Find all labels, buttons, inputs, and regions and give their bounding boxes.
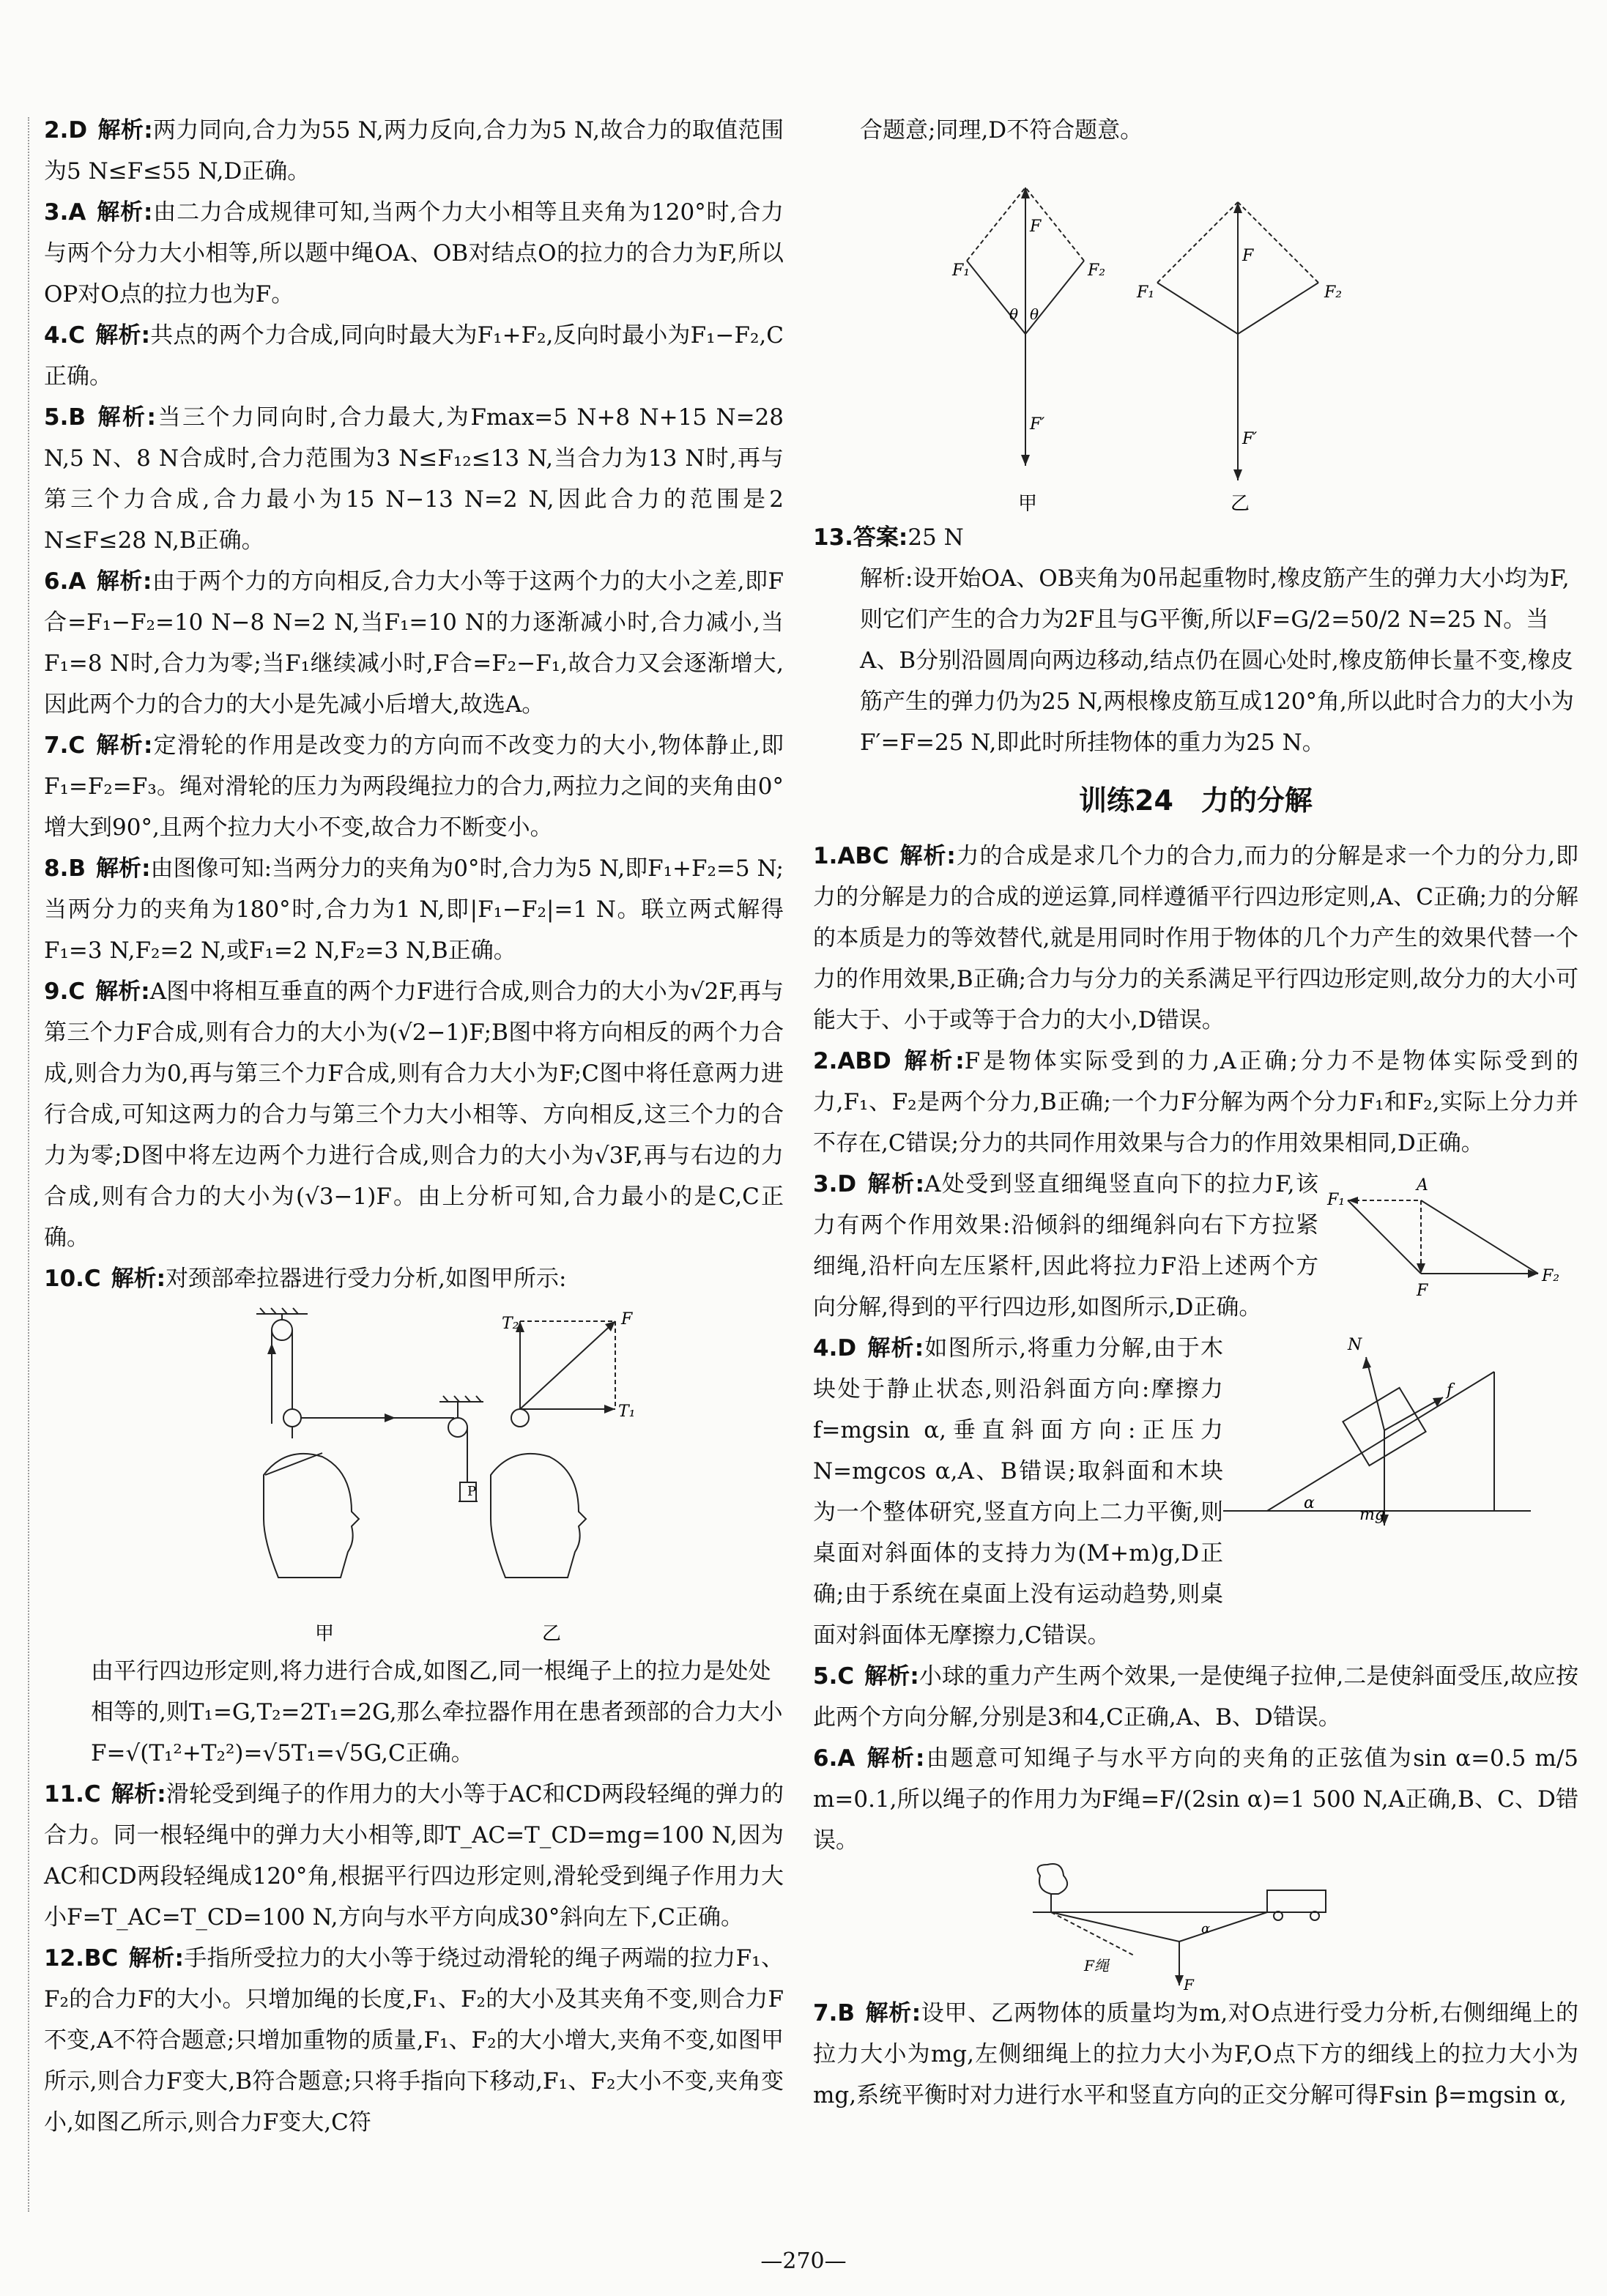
left-item-1 bbox=[44, 192, 784, 315]
fprime-label-jia: F′ bbox=[1030, 415, 1045, 434]
left-item-kw: 解析: bbox=[96, 404, 156, 431]
item-3r-text: A处受到竖直细绳竖直向下的拉力F,该力有两个作用效果:沿倾斜的细绳斜向右下方拉紧细绳,沿杆向左压紧杆,因此将拉力F沿上述两个方向分解,得到的平行四边形,如图所示,D正确。 bbox=[813, 1171, 1319, 1320]
figure-12 bbox=[923, 151, 1578, 517]
item-3-block bbox=[813, 1164, 1578, 1328]
item-3r-number: 3. bbox=[813, 1171, 838, 1197]
f-label-4r: f bbox=[1447, 1381, 1453, 1400]
right-item-c-text: 由题意可知绳子与水平方向的夹角的正弦值为sin α=0.5 m/5 m=0.1,所以绳子的作用力为F绳=F/(2sin α)=1 500 N,A正确,B、C、D错误。 bbox=[813, 1745, 1578, 1854]
left-item-3 bbox=[44, 397, 784, 561]
left-item-2 bbox=[44, 315, 784, 397]
right-column bbox=[813, 110, 1578, 2116]
theta-label-left: θ bbox=[1009, 305, 1019, 323]
left-item-kw: 解析: bbox=[95, 978, 150, 1005]
right-item-ans: ABC bbox=[837, 843, 889, 869]
caption-yi: 乙 bbox=[542, 1623, 562, 1645]
left-item-text: 定滑轮的作用是改变力的方向而不改变力的大小,物体静止,即F₁=F₂=F₃。绳对滑轮的压力为两段绳拉力的合力,两拉力之间的夹角由0°增大到90°,且两个拉力大小不变,故合力不断变小。 bbox=[44, 732, 784, 841]
page-number: —270— bbox=[760, 2248, 847, 2274]
a-label: A bbox=[1417, 1176, 1428, 1195]
left-item-kw: 解析: bbox=[96, 199, 153, 226]
f-label-3r: F bbox=[1417, 1282, 1428, 1300]
section-title: 训练24 力的分解 bbox=[1079, 784, 1313, 817]
caption-jia-12: 甲 bbox=[1018, 493, 1038, 515]
right-top-continuation: 合题意;同理,D不符合题意。 bbox=[860, 117, 1143, 144]
alpha-label-4r: α bbox=[1304, 1494, 1315, 1512]
right-item-c-num: 6. bbox=[813, 1745, 838, 1772]
left-item-b-num: 12. bbox=[44, 1945, 84, 1972]
item-4-block bbox=[813, 1328, 1578, 1656]
left-item-b-text: 滑轮受到绳子的作用力的大小等于AC和CD两段轻绳的弹力的合力。同一根轻绳中的弹力大小相等,即T_AC=T_CD=mg=100 N,因为AC和CD两段轻绳成120°角,根据平行四边形定则,滑轮受到绳子作用力大小F=T_AC=T_CD=100 N,方向与水平方向成30°斜向左下,C正确。 bbox=[44, 1781, 784, 1931]
right-item-c-1 bbox=[813, 1738, 1578, 1861]
left-item-8 bbox=[44, 1258, 784, 1299]
t1-label: T₁ bbox=[618, 1403, 636, 1421]
fprime-label-yi: F′ bbox=[1242, 430, 1258, 448]
f-label-jia: F bbox=[1030, 218, 1042, 236]
left-item-text: 由于两个力的方向相反,合力大小等于这两个力的大小之差,即F合=F₁−F₂=10 N−8 N=2 N,当F₁=10 N的力逐渐减小时,合力减小,当F₁=8 N时,合力为零;当F₁继续减小时,F合=F₂−F₁,故合力又会逐渐增大,因此两个力的合力的大小是先减小后增大,故选A。 bbox=[44, 568, 784, 718]
left-item-ans: B bbox=[68, 855, 86, 882]
item-4r-kw: 解析: bbox=[866, 1335, 924, 1361]
left-item-b-text: 手指所受拉力的大小等于绕过动滑轮的绳子两端的拉力F₁、F₂的合力F的大小。只增加绳的长度,F₁、F₂的大小及其夹角不变,则合力F不变,A不符合题意;只增加重物的质量,F₁、F₂的大小增大,夹角不变,如图甲所示,则合力F变大,B符合题意;只将手指向下移动,F₁、F₂大小不变,夹角变小,如图乙所示,则合力F变大,C符 bbox=[44, 1945, 784, 2136]
f1-label-3r: F₁ bbox=[1327, 1191, 1346, 1209]
f1-label-yi: F₁ bbox=[1137, 283, 1155, 302]
item-13-answer-value: 25 N bbox=[908, 524, 964, 551]
left-item-ans: C bbox=[83, 1266, 101, 1292]
figure-3r bbox=[1326, 1164, 1575, 1310]
left-item-ans: C bbox=[68, 732, 86, 759]
left-item-num: 2. bbox=[44, 117, 69, 144]
left-item-text: 对颈部牵拉器进行受力分析,如图甲所示: bbox=[166, 1266, 567, 1292]
alpha-label-6r: α bbox=[1201, 1921, 1211, 1936]
item-3r bbox=[813, 1164, 1318, 1328]
item-13-text: 设开始OA、OB夹角为0吊起重物时,橡皮筋产生的弹力大小均为F,则它们产生的合力为2F且与G平衡,所以F=G/2=50/2 N=25 N。当A、B分别沿圆周向两边移动,结点仍在圆心处时,橡皮筋伸长量不变,橡皮筋产生的弹力仍为25 N,两根橡皮筋互成120°角,所以此时合力的大小为F′=F=25 N,即此时所挂物体的重力为25 N。 bbox=[860, 565, 1574, 756]
f2-label-jia: F₂ bbox=[1088, 261, 1106, 280]
figure-10 bbox=[176, 1299, 784, 1651]
left-item-ans: D bbox=[68, 117, 88, 144]
item-4r-text: 如图所示,将重力分解,由于木块处于静止状态,则沿斜面方向:摩擦力f=mgsin α,垂直斜面方向:正压力N=mgcos α,A、B错误;取斜面和木块为一个整体研究,竖直方向上二力平衡,则桌面对斜面体的支持力为(M+m)g,D正确;由于系统在桌面上没有运动趋势,则桌面对斜面体无摩擦力,C错误。 bbox=[813, 1335, 1223, 1649]
left-item-kw: 解析: bbox=[95, 322, 151, 349]
right-item-1 bbox=[813, 1041, 1578, 1164]
left-item-b-0 bbox=[44, 1774, 784, 1938]
t2-label: T₂ bbox=[502, 1315, 519, 1333]
left-item-b-ans: BC bbox=[83, 1945, 119, 1972]
right-item-c-num: 5. bbox=[813, 1663, 838, 1690]
left-item-num: 7. bbox=[44, 732, 69, 759]
right-item-text: F是物体实际受到的力,A正确;分力不是物体实际受到的力,F₁、F₂是两个分力,B正确;一个力F分解为两个分力F₁和F₂,实际上分力并不存在,C错误;分力的共同作用效果与合力的作用效果相同,D正确。 bbox=[813, 1048, 1578, 1156]
left-item-ans: A bbox=[68, 199, 86, 226]
left-item-num: 4. bbox=[44, 322, 69, 349]
left-column bbox=[44, 110, 784, 2143]
left-item-kw: 解析: bbox=[111, 1266, 166, 1292]
left-item-text: 两力同向,合力为55 N,两力反向,合力为5 N,故合力的取值范围为5 N≤F≤55 N,D正确。 bbox=[44, 117, 784, 185]
f-label: F bbox=[621, 1310, 633, 1329]
caption-jia: 甲 bbox=[315, 1623, 335, 1645]
column-guide-line bbox=[28, 117, 29, 2212]
caption-yi-12: 乙 bbox=[1231, 493, 1250, 515]
left-item-ans: B bbox=[68, 404, 86, 431]
left-item-4 bbox=[44, 561, 784, 725]
finger-pulley-diagram bbox=[923, 151, 1392, 517]
left-item-text: A图中将相互垂直的两个力F进行合成,则合力的大小为√2F,再与第三个力F合成,则有合力的大小为(√2−1)F;B图中将方向相反的两个力合成,则合力为0,再与第三个力F合成,则有合力大小为F;C图中将任意两力进行合成,可知这两力的合力与第三个力大小相等、方向相反,这三个力的合力为零;D图中将左边两个力进行合成,则合力的大小为√3F,再与右边的力合成,则有合力的大小为(√3−1)F。由上分析可知,合力最小的是C,C正确。 bbox=[44, 978, 784, 1251]
right-item-ans: ABD bbox=[837, 1048, 891, 1074]
f1-label-jia: F₁ bbox=[952, 261, 970, 280]
left-item-b-kw: 解析: bbox=[128, 1945, 184, 1972]
item-13 bbox=[813, 517, 1578, 558]
mg-label: mg bbox=[1359, 1506, 1385, 1524]
item-7r-number: 7. bbox=[813, 2000, 838, 2026]
n-label: N bbox=[1348, 1336, 1362, 1354]
left-item-num: 5. bbox=[44, 404, 69, 431]
right-item-num: 2. bbox=[813, 1048, 838, 1074]
item-4r-number: 4. bbox=[813, 1335, 838, 1361]
left-item-text: 由二力合成规律可知,当两个力大小相等且夹角为120°时,合力与两个分力大小相等,所以题中绳OA、OB对结点O的拉力的合力为F,所以OP对O点的拉力也为F。 bbox=[44, 199, 784, 308]
f-label-6r: F bbox=[1184, 1976, 1194, 1993]
right-item-c-kw: 解析: bbox=[864, 1663, 919, 1690]
left-item-ans: A bbox=[68, 568, 86, 595]
left-item-b-kw: 解析: bbox=[111, 1781, 166, 1808]
left-item-num: 10. bbox=[44, 1266, 84, 1292]
right-item-0 bbox=[813, 836, 1578, 1041]
left-item-num: 8. bbox=[44, 855, 69, 882]
left-item-text: 共点的两个力合成,同向时最大为F₁+F₂,反向时最小为F₁−F₂,C正确。 bbox=[44, 322, 784, 390]
item-13-kw: 解析: bbox=[860, 565, 913, 592]
item-10-continuation: 由平行四边形定则,将力进行合成,如图乙,同一根绳子上的拉力是处处相等的,则T₁=G,T₂=2T₁=2G,那么牵拉器作用在患者颈部的合力大小F=√(T₁²+T₂²)=√5T₁=√5G,C正确。 bbox=[91, 1658, 783, 1766]
left-item-b-num: 11. bbox=[44, 1781, 84, 1808]
left-item-0 bbox=[44, 110, 784, 192]
item-4r-answer: D bbox=[837, 1335, 857, 1361]
left-item-5 bbox=[44, 725, 784, 848]
left-item-text: 由图像可知:当两分力的夹角为0°时,合力为5 N,即F₁+F₂=5 N;当两分力的夹角为180°时,合力为1 N,即|F₁−F₂|=1 N。联立两式解得F₁=3 N,F₂=2 N,或F₁=2 N,F₂=3 N,B正确。 bbox=[44, 855, 784, 964]
left-item-kw: 解析: bbox=[97, 117, 153, 144]
left-item-num: 6. bbox=[44, 568, 69, 595]
item-13-number: 13. bbox=[813, 524, 853, 551]
right-item-num: 1. bbox=[813, 843, 838, 869]
left-item-b-1 bbox=[44, 1938, 784, 2143]
fs-label-6r: F绳 bbox=[1084, 1957, 1109, 1974]
car-rope-diagram bbox=[1018, 1861, 1370, 1993]
neck-traction-diagram bbox=[176, 1299, 703, 1651]
left-item-b-ans: C bbox=[83, 1781, 101, 1808]
left-item-ans: C bbox=[68, 322, 86, 349]
f-label-yi: F bbox=[1242, 247, 1254, 265]
right-item-text: 力的合成是求几个力的合力,而力的分解是求一个力的分力,即力的分解是力的合成的逆运算,同样遵循平行四边形定则,A、C正确;力的分解的本质是力的等效替代,就是用同时作用于物体的几个力产生的效果代替一个力的作用效果,B正确;合力与分力的关系满足平行四边形定则,故分力的大小可能大于、小于或等于合力的大小,D错误。 bbox=[813, 843, 1578, 1033]
f2-label-yi: F₂ bbox=[1324, 283, 1343, 302]
item-7r bbox=[813, 1993, 1578, 2116]
right-item-c-0 bbox=[813, 1656, 1578, 1738]
right-item-c-ans: A bbox=[837, 1745, 856, 1772]
f2-label-3r: F₂ bbox=[1542, 1267, 1560, 1285]
right-item-c-text: 小球的重力产生两个效果,一是使绳子拉伸,二是使斜面受压,故应按此两个方向分解,分别是3和4,C正确,A、B、D错误。 bbox=[813, 1663, 1578, 1731]
left-item-kw: 解析: bbox=[96, 568, 152, 595]
item-3r-answer: D bbox=[837, 1171, 857, 1197]
right-item-c-ans: C bbox=[837, 1663, 855, 1690]
theta-label-right: θ bbox=[1030, 305, 1039, 323]
item-7r-answer: B bbox=[837, 2000, 855, 2026]
item-13-answer-label: 答案: bbox=[853, 524, 908, 551]
right-item-kw: 解析: bbox=[899, 843, 956, 869]
left-item-6 bbox=[44, 848, 784, 971]
left-item-num: 9. bbox=[44, 978, 69, 1005]
item-13-explanation bbox=[860, 558, 1578, 763]
figure-6r bbox=[1018, 1861, 1578, 1993]
left-item-kw: 解析: bbox=[95, 732, 153, 759]
left-item-7 bbox=[44, 971, 784, 1258]
weight-label: P bbox=[467, 1484, 477, 1499]
item-4r bbox=[813, 1328, 1223, 1656]
right-item-kw: 解析: bbox=[901, 1048, 965, 1074]
item-7r-text: 设甲、乙两物体的质量均为m,对O点进行受力分析,右侧细绳上的拉力大小为mg,左侧细绳上的拉力大小为F,O点下方的细线上的拉力大小为mg,系统平衡时对力进行水平和竖直方向的正交分解可得Fsin β=mgsin α, bbox=[813, 2000, 1578, 2109]
figure-4r bbox=[1223, 1328, 1567, 1540]
item-7r-kw: 解析: bbox=[865, 2000, 921, 2026]
right-item-c-kw: 解析: bbox=[865, 1745, 925, 1772]
left-item-text: 当三个力同向时,合力最大,为Fmax=5 N+8 N+15 N=28 N,5 N、8 N合成时,合力范围为3 N≤F₁₂≤13 N,当合力为13 N时,再与第三个力合成,合力最小为15 N−13 N=2 N,因此合力的范围是2 N≤F≤28 N,B正确。 bbox=[44, 404, 784, 554]
item-3r-kw: 解析: bbox=[866, 1171, 925, 1197]
left-item-ans: C bbox=[68, 978, 86, 1005]
left-item-num: 3. bbox=[44, 199, 69, 226]
left-item-kw: 解析: bbox=[96, 855, 151, 882]
